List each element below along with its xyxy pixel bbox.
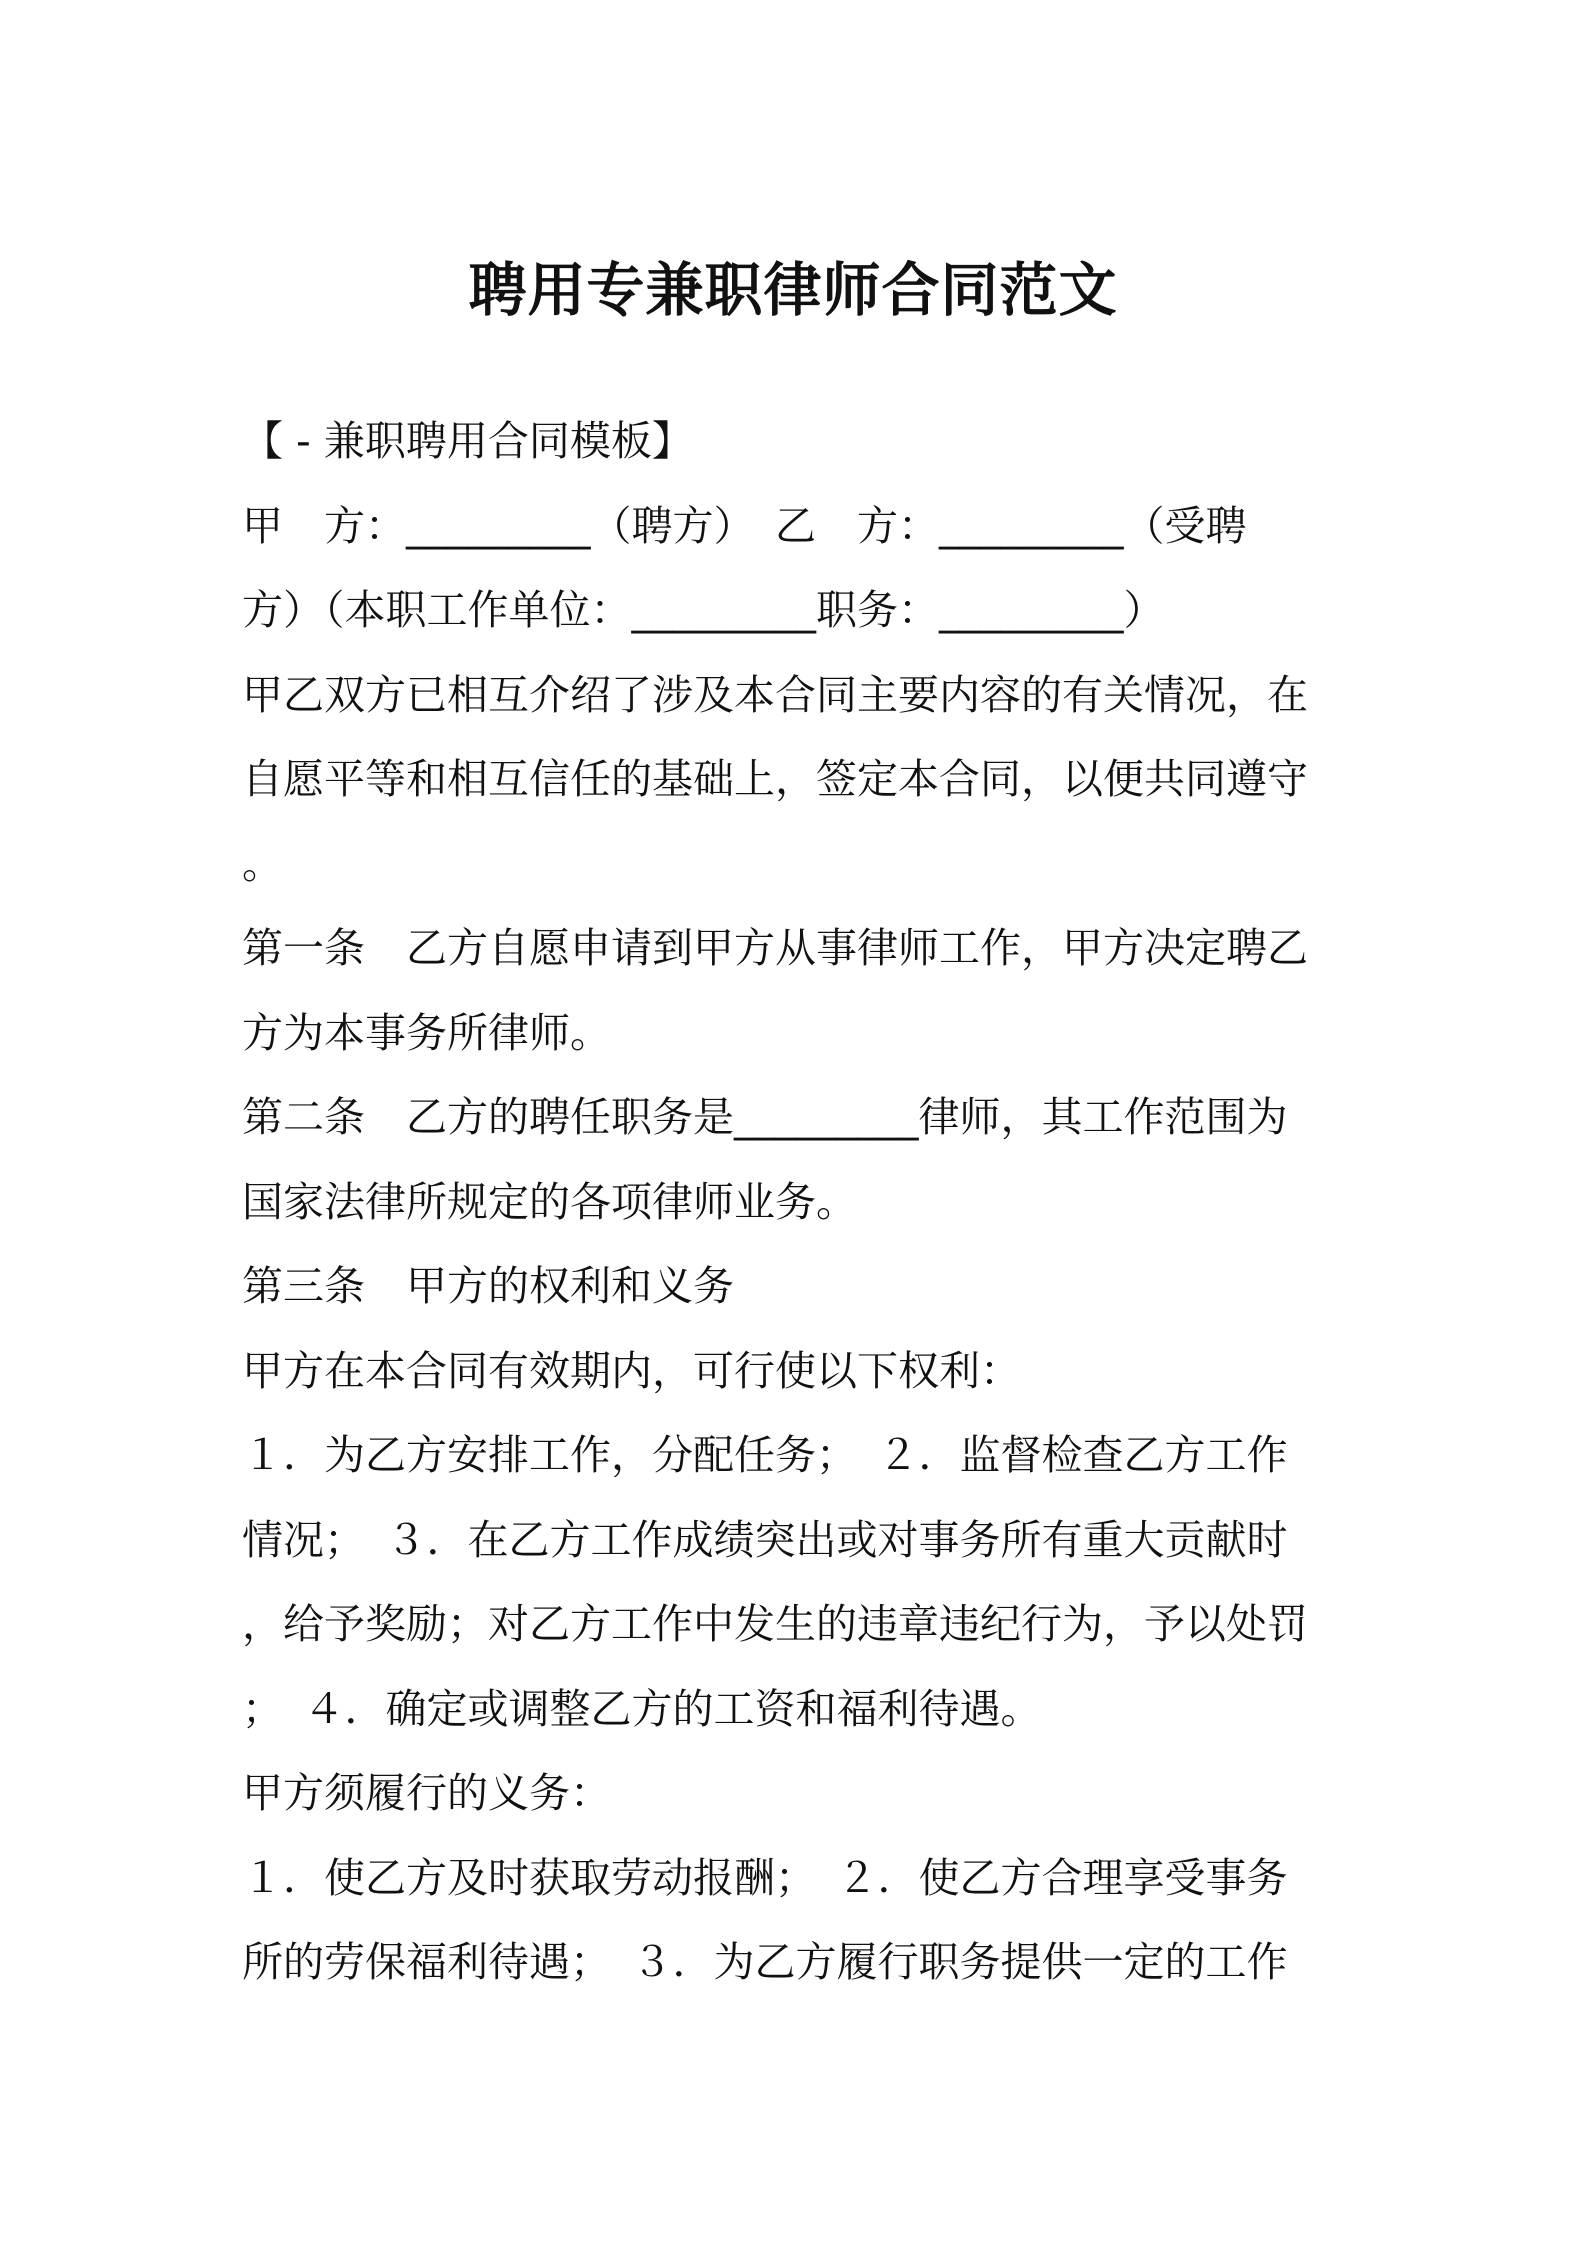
duties-list-line: １．使乙方及时获取劳动报酬； ２．使乙方合理享受事务: [242, 1854, 1288, 1902]
rights-list-line: １．为乙方安排工作，分配任务； ２．监督检查乙方工作: [242, 1431, 1288, 1479]
duties-intro-line: 甲方须履行的义务：: [242, 1769, 611, 1817]
subtitle-line: 【 - 兼职聘用合同模板】: [242, 417, 693, 465]
body-line: 甲乙双方已相互介绍了涉及本合同主要内容的有关情况，在: [242, 671, 1308, 719]
article-one-line-continued: 方为本事务所律师。: [242, 1009, 611, 1057]
article-one-line: 第一条 乙方自愿申请到甲方从事律师工作，甲方决定聘乙: [242, 924, 1308, 972]
article-two-line: 第二条 乙方的聘任职务是_________律师，其工作范围为: [242, 1093, 1288, 1141]
body-line: 。: [242, 840, 283, 888]
article-three-heading: 第三条 甲方的权利和义务: [242, 1262, 734, 1310]
rights-intro-line: 甲方在本合同有效期内，可行使以下权利：: [242, 1347, 1021, 1395]
duties-list-line: 所的劳保福利待遇； ３．为乙方履行职务提供一定的工作: [242, 1938, 1288, 1986]
party-line: 甲 方：_________（聘方） 乙 方：_________（受聘: [242, 502, 1247, 550]
rights-list-line: ； ４．确定或调整乙方的工资和福利待遇。: [242, 1685, 1042, 1733]
rights-list-line: 情况； ３．在乙方工作成绩突出或对事务所有重大贡献时: [242, 1516, 1288, 1564]
page-title: 聘用专兼职律师合同范文: [468, 256, 1118, 324]
article-two-line-continued: 国家法律所规定的各项律师业务。: [242, 1178, 857, 1226]
party-line-continued: 方）（本职工作单位：_________职务：_________）: [242, 586, 1165, 634]
rights-list-line: ，给予奖励；对乙方工作中发生的违章违纪行为，予以处罚: [242, 1600, 1308, 1648]
body-line: 自愿平等和相互信任的基础上，签定本合同，以便共同遵守: [242, 755, 1308, 803]
